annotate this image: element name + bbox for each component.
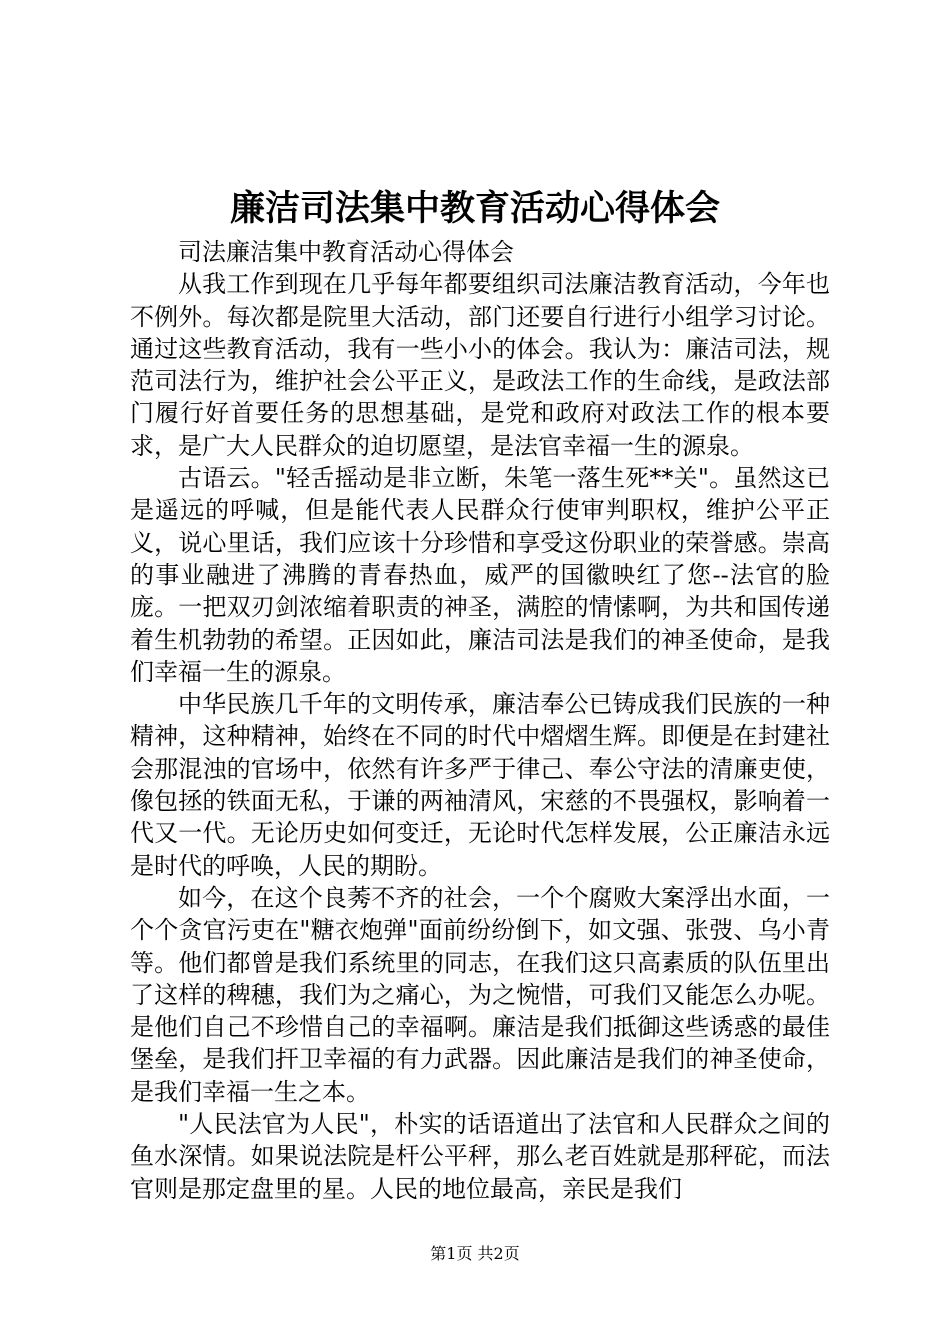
body-paragraph: 从我工作到现在几乎每年都要组织司法廉洁教育活动，今年也不例外。每次都是院里大活动，部门还要自行进行小组学习讨论。通过这些教育活动，我有一些小小的体会。我认为：廉洁司法，规范司法行为，维护社会公平正义，是政法工作的生命线，是政法部门履行好首要任务的思想基础，是党和政府对政法工作的根本要求，是广大人民群众的迫切愿望，是法官幸福一生的源泉。 bbox=[130, 270, 830, 460]
body-paragraph: "人民法官为人民"，朴实的话语道出了法官和人民群众之间的鱼水深情。如果说法院是杆公平秤，那么老百姓就是那秤砣，而法官则是那定盘里的星。人民的地位最高，亲民是我们 bbox=[130, 1110, 830, 1203]
document-title: 廉洁司法集中教育活动心得体会 bbox=[229, 188, 720, 229]
subtitle-paragraph: 司法廉洁集中教育活动心得体会 bbox=[178, 238, 514, 266]
document-body bbox=[130, 236, 830, 1205]
body-paragraph: 中华民族几千年的文明传承，廉洁奉公已铸成我们民族的一种精神，这种精神，始终在不同的时代中熠熠生辉。即便是在封建社会那混浊的官场中，依然有许多严于律己、奉公守法的清廉吏使，像包拯的铁面无私，于谦的两袖清风，宋慈的不畏强权，影响着一代又一代。无论历史如何变迁，无论时代怎样发展，公正廉洁永远是时代的呼唤，人民的期盼。 bbox=[130, 690, 830, 880]
body-paragraph: 古语云。"轻舌摇动是非立断，朱笔一落生死**关"。虽然这已是遥远的呼喊，但是能代表人民群众行使审判职权，维护公平正义，说心里话，我们应该十分珍惜和享受这份职业的荣誉感。崇高的事业融进了沸腾的青春热血，威严的国徽映红了您--法官的脸庞。一把双刃剑浓缩着职责的神圣，满腔的情愫啊，为共和国传递着生机勃勃的希望。正因如此，廉洁司法是我们的神圣使命，是我们幸福一生的源泉。 bbox=[130, 464, 830, 686]
page-number-footer: 第1页 共2页 bbox=[430, 1244, 520, 1263]
body-paragraph: 如今，在这个良莠不齐的社会，一个个腐败大案浮出水面，一个个贪官污吏在"糖衣炮弹"面前纷纷倒下，如文强、张弢、乌小青等。他们都曾是我们系统里的同志，在我们这只高素质的队伍里出了这样的稗穗，我们为之痛心，为之惋惜，可我们又能怎么办呢。是他们自己不珍惜自己的幸福啊。廉洁是我们抵御这些诱惑的最佳堡垒，是我们扞卫幸福的有力武器。因此廉洁是我们的神圣使命，是我们幸福一生之本。 bbox=[130, 883, 830, 1106]
